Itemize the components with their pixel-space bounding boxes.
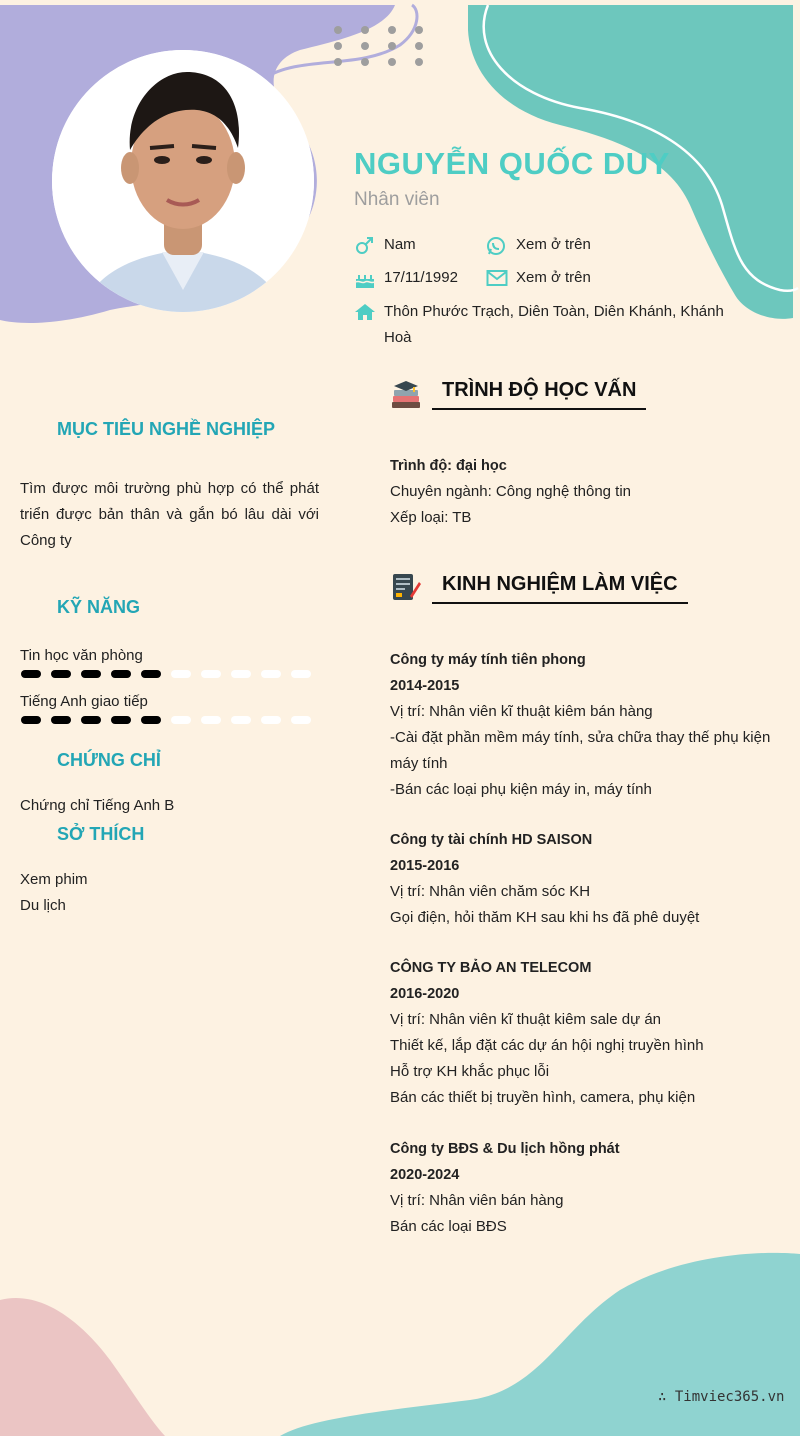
section-title-hobbies: SỞ THÍCH [57, 824, 145, 844]
experience-item [390, 827, 780, 931]
job-line: Vị trí: Nhân viên bán hàng [390, 1192, 564, 1209]
rating-segment-filled [111, 670, 131, 678]
rating-segment-empty [231, 670, 251, 678]
rating-segment-empty [291, 716, 311, 724]
rating-segment-filled [141, 670, 161, 678]
skill-name: Tin học văn phòng [20, 647, 143, 664]
graduation-books-icon [390, 378, 422, 410]
phone-value: Xem ở trên [516, 236, 591, 253]
experience-item [390, 955, 780, 1111]
company-name: Công ty tài chính HD SAISON [390, 832, 593, 848]
whatsapp-icon [486, 236, 516, 256]
job-line: Gọi điện, hỏi thăm KH sau khi hs đã phê duyệt [390, 909, 700, 926]
home-icon [354, 303, 384, 323]
address-value: Thôn Phước Trạch, Diên Toàn, Diên Khánh, Khánh Hoà [384, 303, 724, 346]
email-value: Xem ở trên [516, 269, 591, 286]
company-name: CÔNG TY BẢO AN TELECOM [390, 960, 592, 976]
company-name: Công ty BĐS & Du lịch hồng phát [390, 1141, 620, 1157]
education-block [390, 453, 780, 531]
job-line: Bán các thiết bị truyền hình, camera, phụ kiện [390, 1089, 696, 1106]
info-birthday [354, 269, 458, 289]
rating-segment-empty [171, 670, 191, 678]
work-document-icon [390, 572, 422, 604]
job-period: 2016-2020 [390, 986, 460, 1002]
career-objective-text: Tìm được môi trường phù hợp có thể phát triển được bản thân và gắn bó lâu dài với Công ty [20, 480, 319, 549]
rating-segment-empty [171, 716, 191, 724]
job-line: Vị trí: Nhân viên kĩ thuật kiêm sale dự án [390, 1011, 662, 1028]
job-line: Vị trí: Nhân viên kĩ thuật kiêm bán hàng [390, 703, 653, 720]
certificate-item: Chứng chỉ Tiếng Anh B [20, 797, 175, 814]
rating-segment-empty [261, 670, 281, 678]
rating-segment-empty [201, 670, 221, 678]
job-period: 2014-2015 [390, 678, 460, 694]
job-line: Bán các loại BĐS [390, 1218, 507, 1235]
info-phone [486, 236, 591, 256]
rating-segment-filled [141, 716, 161, 724]
section-header-experience [390, 572, 688, 604]
job-line: Vị trí: Nhân viên chăm sóc KH [390, 883, 591, 900]
company-name: Công ty máy tính tiên phong [390, 652, 586, 668]
rating-segment-filled [111, 716, 131, 724]
section-title-skills: KỸ NĂNG [57, 597, 141, 617]
rating-segment-empty [201, 716, 221, 724]
rating-segment-filled [21, 716, 41, 724]
rating-segment-empty [291, 670, 311, 678]
rating-segment-empty [261, 716, 281, 724]
job-title: Nhân viên [354, 189, 440, 210]
skill-name: Tiếng Anh giao tiếp [20, 693, 148, 710]
job-line: -Cài đặt phần mềm máy tính, sửa chữa thay thế phụ kiện máy tính [390, 729, 771, 772]
gender-icon [354, 236, 384, 256]
section-title-career-objective: MỤC TIÊU NGHỀ NGHIỆP [57, 419, 276, 439]
rating-segment-empty [231, 716, 251, 724]
avatar-portrait [52, 50, 314, 312]
rating-segment-filled [51, 670, 71, 678]
gender-value: Nam [384, 236, 416, 253]
pink-blob [0, 1298, 165, 1436]
section-header-education [390, 378, 646, 410]
skill-rating-bar [20, 669, 320, 679]
info-address [354, 302, 724, 351]
candidate-name: NGUYỄN QUỐC DUY [354, 146, 670, 181]
rating-segment-filled [21, 670, 41, 678]
experience-item [390, 1136, 780, 1240]
footer-brand: ∴ Timviec365.vn [658, 1389, 785, 1405]
skill-rating-bar [20, 715, 320, 725]
job-line: Thiết kế, lắp đặt các dự án hội nghị truyền hình [390, 1037, 704, 1054]
mail-icon [486, 269, 516, 289]
education-rank: Xếp loại: TB [390, 509, 472, 526]
job-line: Hỗ trợ KH khắc phục lỗi [390, 1063, 550, 1080]
avatar [52, 50, 314, 312]
rating-segment-filled [51, 716, 71, 724]
info-email [486, 269, 591, 289]
teal-blob-bottom [280, 1253, 800, 1436]
education-major: Chuyên ngành: Công nghệ thông tin [390, 483, 632, 500]
job-period: 2015-2016 [390, 858, 460, 874]
section-title-experience: KINH NGHIỆM LÀM VIỆC [432, 573, 688, 604]
birthday-value: 17/11/1992 [384, 269, 458, 286]
job-period: 2020-2024 [390, 1167, 460, 1183]
rating-segment-filled [81, 670, 101, 678]
section-title-certificates: CHỨNG CHỈ [57, 750, 161, 770]
hobby-item: Xem phim [20, 871, 88, 888]
info-gender [354, 236, 416, 256]
hobby-item: Du lịch [20, 897, 66, 914]
rating-segment-filled [81, 716, 101, 724]
experience-item [390, 647, 775, 803]
job-line: -Bán các loại phụ kiện máy in, máy tính [390, 781, 652, 798]
education-level: Trình độ: đại học [390, 458, 507, 474]
section-title-education: TRÌNH ĐỘ HỌC VẤN [432, 379, 646, 410]
cake-icon [354, 269, 384, 289]
